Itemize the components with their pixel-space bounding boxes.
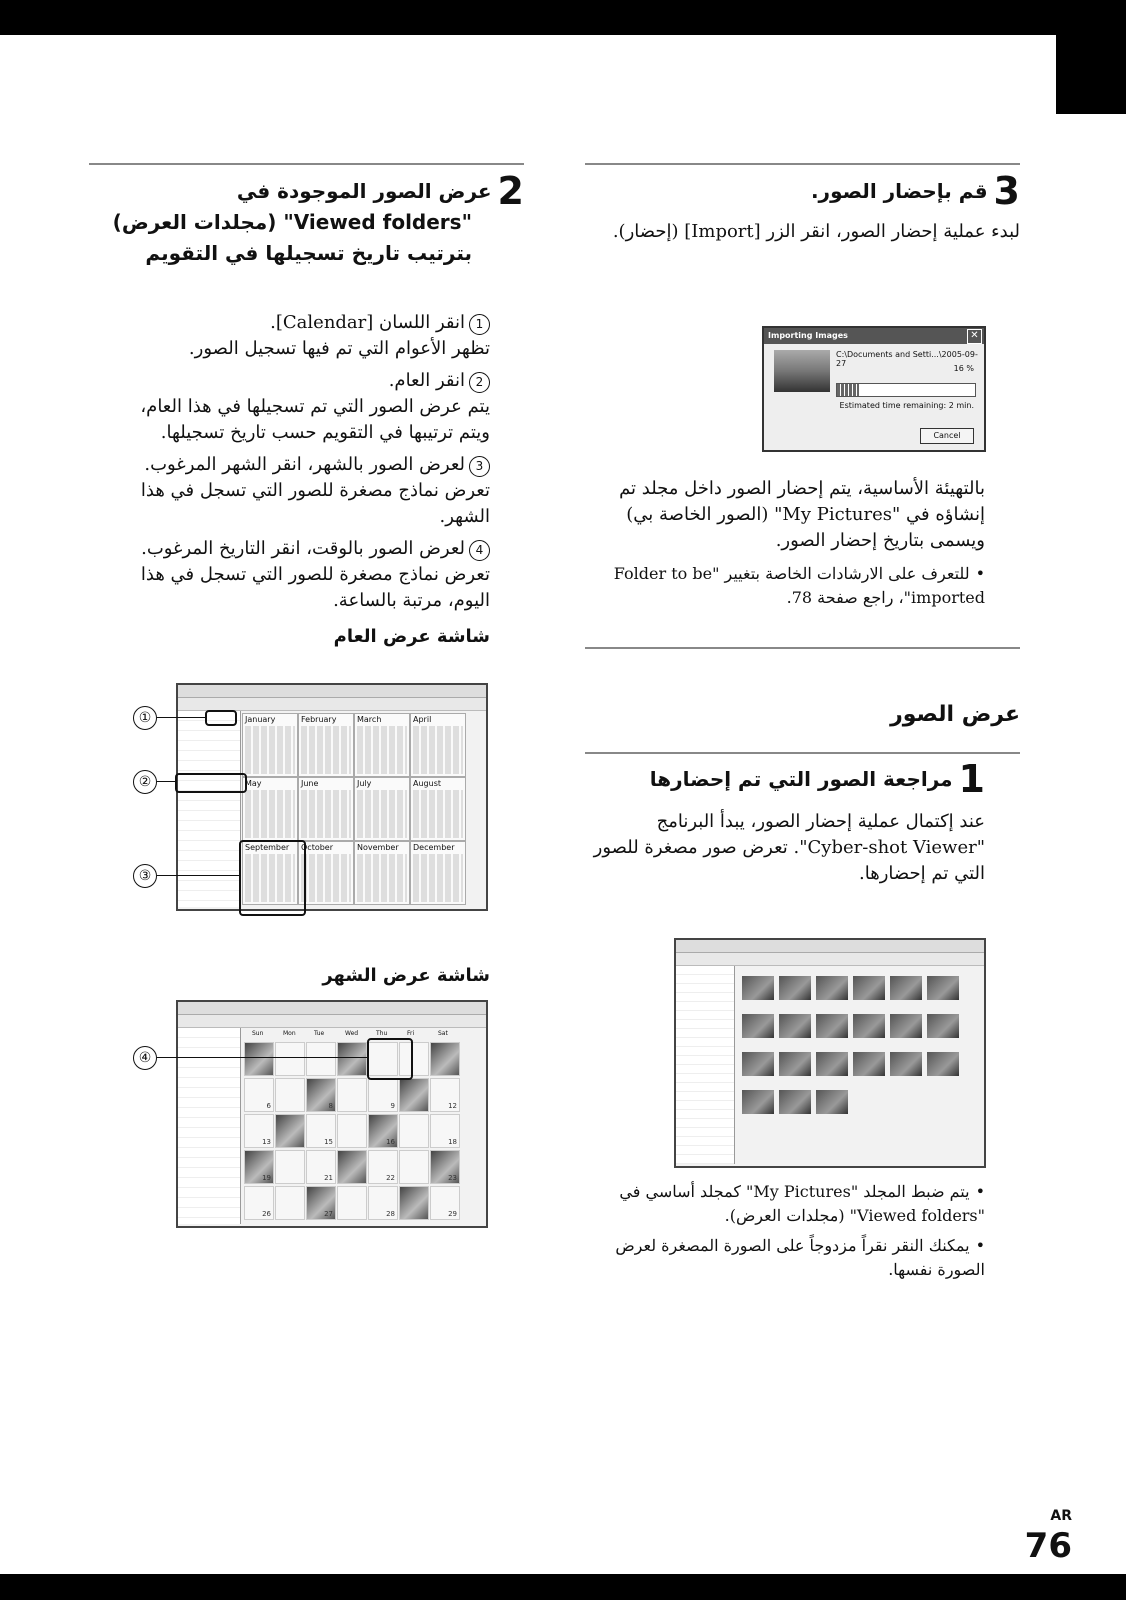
- corner-tab: [1056, 0, 1126, 114]
- photo-thumbnail[interactable]: [742, 1014, 774, 1038]
- step-badge-3: 3: [469, 456, 490, 477]
- month-cell[interactable]: [410, 713, 466, 777]
- item4-detail: تعرض نماذج مصغرة للصور التي تسجل في هذا اليوم، مرتبة بالساعة.: [140, 564, 490, 611]
- photo-thumbnail[interactable]: [779, 976, 811, 1000]
- day-cell[interactable]: [368, 1114, 398, 1148]
- day-cell[interactable]: [399, 1150, 429, 1184]
- day-cell[interactable]: [244, 1078, 274, 1112]
- month-label: March: [357, 715, 382, 724]
- callout-line-4: [157, 1057, 367, 1058]
- month-label: August: [413, 779, 441, 788]
- right-column: [585, 169, 1020, 253]
- progress-fill: [837, 384, 859, 396]
- weekday-label: Wed: [345, 1030, 359, 1037]
- day-cell[interactable]: [430, 1186, 460, 1220]
- month-label: July: [357, 779, 372, 788]
- month-cell[interactable]: [354, 713, 410, 777]
- progress-bar: [836, 383, 976, 397]
- section-rule: [585, 647, 1020, 649]
- day-number: 29: [448, 1210, 457, 1218]
- month-view-screenshot: [176, 1000, 488, 1228]
- day-number: 22: [386, 1174, 395, 1182]
- month-thumbs: [357, 854, 407, 902]
- thumbnail-grid: [742, 976, 976, 1158]
- folder-tree: [676, 966, 735, 1164]
- weekday-label: Fri: [407, 1030, 415, 1037]
- month-thumbs: [301, 726, 351, 774]
- page-language: AR: [1050, 1508, 1072, 1524]
- highlight-september: [239, 840, 306, 916]
- day-cell[interactable]: [275, 1114, 305, 1148]
- dialog-title: Importing Images: [764, 328, 984, 344]
- preview-thumbnail: [774, 350, 830, 392]
- month-label: June: [301, 779, 319, 788]
- step2-line3: بترتيب تاريخ تسجيلها في التقويم: [145, 241, 472, 265]
- item3-detail: تعرض نماذج مصغرة للصور التي تسجل في هذا الشهر.: [140, 480, 490, 527]
- step1-heading: [585, 757, 985, 801]
- left-column: [89, 169, 524, 269]
- month-cell[interactable]: [354, 777, 410, 841]
- step1-text: عند إكتمال عملية إحضار الصور، يبدأ البرنامج "Cyber-shot Viewer". تعرض صور مصغرة للصور التي تم إحضارها.: [593, 811, 985, 884]
- photo-thumbnail[interactable]: [927, 1052, 959, 1076]
- menu-bar: [178, 685, 486, 698]
- weekday-label: Thu: [376, 1030, 388, 1037]
- month-label: April: [413, 715, 432, 724]
- month-thumbs: [413, 854, 463, 902]
- day-cell[interactable]: [368, 1078, 398, 1112]
- day-cell[interactable]: [430, 1150, 460, 1184]
- month-thumbs: [245, 790, 295, 838]
- step1-number: 1: [958, 757, 985, 801]
- month-label: December: [413, 843, 455, 852]
- day-number: 9: [390, 1102, 395, 1110]
- bullet-double-click: • يمكنك النقر نقراً مزدوجاً على الصورة المصغرة لعرض الصورة نفسها.: [585, 1234, 985, 1282]
- day-cell[interactable]: [368, 1186, 398, 1220]
- day-number: 18: [448, 1138, 457, 1146]
- day-cell[interactable]: [244, 1186, 274, 1220]
- item1-detail: تظهر الأعوام التي تم فيها تسجيل الصور.: [188, 338, 490, 359]
- day-number: 19: [262, 1174, 271, 1182]
- month-thumbs: [413, 726, 463, 774]
- menu-bar: [676, 940, 984, 953]
- section-block: [585, 702, 1020, 727]
- top-rule-left: [89, 163, 524, 165]
- month-thumbs: [245, 726, 295, 774]
- month-thumbs: [301, 854, 351, 902]
- step3-heading: [585, 169, 1020, 213]
- weekday-label: Mon: [283, 1030, 296, 1037]
- month-cell[interactable]: [354, 841, 410, 905]
- step2-heading: [89, 169, 524, 269]
- highlight-year: [175, 773, 247, 793]
- caption-month-block: [125, 955, 490, 996]
- callout-line-2: [157, 781, 175, 782]
- month-thumbs: [301, 790, 351, 838]
- step1-title: مراجعة الصور التي تم إحضارها: [649, 767, 953, 791]
- step3-text: لبدء عملية إحضار الصور، انقر الزر [Import] (إحضار).: [612, 221, 1020, 242]
- photo-thumbnail[interactable]: [927, 1014, 959, 1038]
- day-cell[interactable]: [337, 1042, 367, 1076]
- day-cell[interactable]: [430, 1078, 460, 1112]
- caption-month-view: شاشة عرض الشهر: [322, 965, 490, 986]
- step1-block: [585, 757, 985, 895]
- month-thumbs: [357, 726, 407, 774]
- step3-title: قم بإحضار الصور.: [810, 179, 988, 203]
- month-label: May: [245, 779, 262, 788]
- photo-thumbnail[interactable]: [890, 1014, 922, 1038]
- photo-thumbnail[interactable]: [742, 1052, 774, 1076]
- section-title: عرض الصور: [890, 702, 1020, 727]
- day-number: 15: [324, 1138, 333, 1146]
- month-label: February: [301, 715, 337, 724]
- day-cell[interactable]: [430, 1042, 460, 1076]
- month-label: November: [357, 843, 399, 852]
- page-number: 76: [1024, 1526, 1072, 1566]
- item3-text: لعرض الصور بالشهر، انقر الشهر المرغوب.: [144, 454, 465, 475]
- step-badge-2: 2: [469, 372, 490, 393]
- photo-thumbnail[interactable]: [742, 1090, 774, 1114]
- step-badge-4: 4: [469, 540, 490, 561]
- step2-number: 2: [497, 169, 524, 213]
- day-cell[interactable]: [368, 1150, 398, 1184]
- photo-thumbnail[interactable]: [816, 1014, 848, 1038]
- photo-thumbnail[interactable]: [779, 1014, 811, 1038]
- day-cell[interactable]: [337, 1186, 367, 1220]
- step2-line1: عرض الصور الموجودة في: [236, 179, 492, 203]
- day-cell[interactable]: [306, 1042, 336, 1076]
- item4-text: لعرض الصور بالوقت، انقر التاريخ المرغوب.: [141, 538, 465, 559]
- photo-thumbnail[interactable]: [816, 1090, 848, 1114]
- day-cell[interactable]: [430, 1114, 460, 1148]
- day-cell[interactable]: [399, 1114, 429, 1148]
- day-number: 13: [262, 1138, 271, 1146]
- weekday-label: Tue: [314, 1030, 325, 1037]
- steps-list: [125, 310, 490, 660]
- month-label: January: [245, 715, 276, 724]
- day-number: 27: [324, 1210, 333, 1218]
- dialog-percent: 16 %: [953, 364, 974, 373]
- callout-line-3: [157, 875, 239, 876]
- photo-thumbnail[interactable]: [890, 1052, 922, 1076]
- bullet-folder: • للتعرف على الارشادات الخاصة بتغيير "Folder to be imported"، راجع صفحة 78.: [585, 562, 985, 610]
- photo-thumbnail[interactable]: [890, 976, 922, 1000]
- day-cell[interactable]: [306, 1150, 336, 1184]
- photo-thumbnail[interactable]: [779, 1090, 811, 1114]
- close-icon[interactable]: ✕: [967, 329, 982, 344]
- photo-thumbnail[interactable]: [927, 976, 959, 1000]
- callout-line-1: [157, 717, 205, 718]
- day-number: 16: [386, 1138, 395, 1146]
- right-bullets: [585, 1180, 985, 1288]
- callout-4: ④: [133, 1046, 157, 1070]
- day-cell[interactable]: [275, 1042, 305, 1076]
- day-number: 6: [266, 1102, 271, 1110]
- day-cell[interactable]: [244, 1150, 274, 1184]
- day-cell[interactable]: [244, 1114, 274, 1148]
- dialog-remaining: Estimated time remaining: 2 min.: [839, 401, 974, 410]
- callout-1: ①: [133, 706, 157, 730]
- month-cell[interactable]: [298, 841, 354, 905]
- day-number: 26: [262, 1210, 271, 1218]
- item2-detail: يتم عرض الصور التي تم تسجيلها في هذا العام، ويتم ترتيبها في التقويم حسب تاريخ تسجيلها.: [140, 396, 490, 443]
- day-cell[interactable]: [275, 1150, 305, 1184]
- toolbar: [676, 953, 984, 966]
- photo-thumbnail[interactable]: [853, 1052, 885, 1076]
- day-cell[interactable]: [306, 1114, 336, 1148]
- day-cell[interactable]: [275, 1186, 305, 1220]
- day-grid: [244, 1042, 464, 1222]
- photo-thumbnail[interactable]: [853, 976, 885, 1000]
- day-cell[interactable]: [337, 1150, 367, 1184]
- section-rule-2: [585, 752, 1020, 754]
- photo-thumbnail[interactable]: [816, 976, 848, 1000]
- toolbar: [178, 1015, 486, 1028]
- month-cell[interactable]: [242, 777, 298, 841]
- menu-bar: [178, 1002, 486, 1015]
- day-cell[interactable]: [337, 1114, 367, 1148]
- step-badge-1: 1: [469, 314, 490, 335]
- day-number: 23: [448, 1174, 457, 1182]
- photo-thumbnail[interactable]: [816, 1052, 848, 1076]
- importing-dialog: [762, 326, 986, 452]
- step3-number: 3: [993, 169, 1020, 213]
- callout-2: ②: [133, 770, 157, 794]
- day-cell[interactable]: [244, 1042, 274, 1076]
- day-cell[interactable]: [275, 1078, 305, 1112]
- day-cell[interactable]: [306, 1186, 336, 1220]
- day-cell[interactable]: [306, 1078, 336, 1112]
- photo-thumbnail[interactable]: [853, 1014, 885, 1038]
- day-number: 21: [324, 1174, 333, 1182]
- top-rule-right: [585, 163, 1020, 165]
- bullet-my-pictures: • يتم ضبط المجلد "My Pictures" كمجلد أساسي في "Viewed folders" (مجلدات العرض).: [585, 1180, 985, 1228]
- photo-thumbnail[interactable]: [779, 1052, 811, 1076]
- caption-year-view: شاشة عرض العام: [333, 626, 490, 647]
- item2-text: انقر العام.: [388, 370, 465, 391]
- dialog-path: C:\Documents and Setti...\2005-09-27: [836, 350, 978, 368]
- weekday-label: Sun: [252, 1030, 264, 1037]
- month-cell[interactable]: [298, 713, 354, 777]
- weekday-header: [244, 1030, 464, 1040]
- top-black-bar: [0, 0, 1126, 35]
- viewer-screenshot: [674, 938, 986, 1168]
- photo-thumbnail[interactable]: [742, 976, 774, 1000]
- item1-text: انقر اللسان [Calendar].: [270, 312, 465, 333]
- year-list: [178, 711, 241, 907]
- callout-3: ③: [133, 864, 157, 888]
- month-label: October: [301, 843, 334, 852]
- bottom-black-bar: [0, 1574, 1126, 1600]
- day-number: 8: [328, 1102, 333, 1110]
- month-cell[interactable]: [242, 713, 298, 777]
- day-cell[interactable]: [399, 1078, 429, 1112]
- step2-line2: "Viewed folders" (مجلدات العرض): [112, 210, 472, 234]
- highlight-day: [367, 1038, 413, 1080]
- month-cell[interactable]: [410, 841, 466, 905]
- right-column-2: [585, 476, 985, 616]
- step3-after-text: بالتهيئة الأساسية، يتم إحضار الصور داخل مجلد تم إنشاؤه في "My Pictures" (الصور الخاصة بي) ويسمى بتاريخ إحضار الصور.: [619, 478, 985, 551]
- day-number: 28: [386, 1210, 395, 1218]
- month-cell[interactable]: [410, 777, 466, 841]
- day-cell[interactable]: [337, 1078, 367, 1112]
- highlight-calendar-tab: [205, 710, 237, 726]
- month-thumbs: [413, 790, 463, 838]
- day-cell[interactable]: [399, 1186, 429, 1220]
- month-label: September: [245, 843, 290, 852]
- weekday-label: Sat: [438, 1030, 448, 1037]
- day-number: 12: [448, 1102, 457, 1110]
- month-cell[interactable]: [298, 777, 354, 841]
- cancel-button[interactable]: Cancel: [920, 428, 974, 444]
- month-thumbs: [357, 790, 407, 838]
